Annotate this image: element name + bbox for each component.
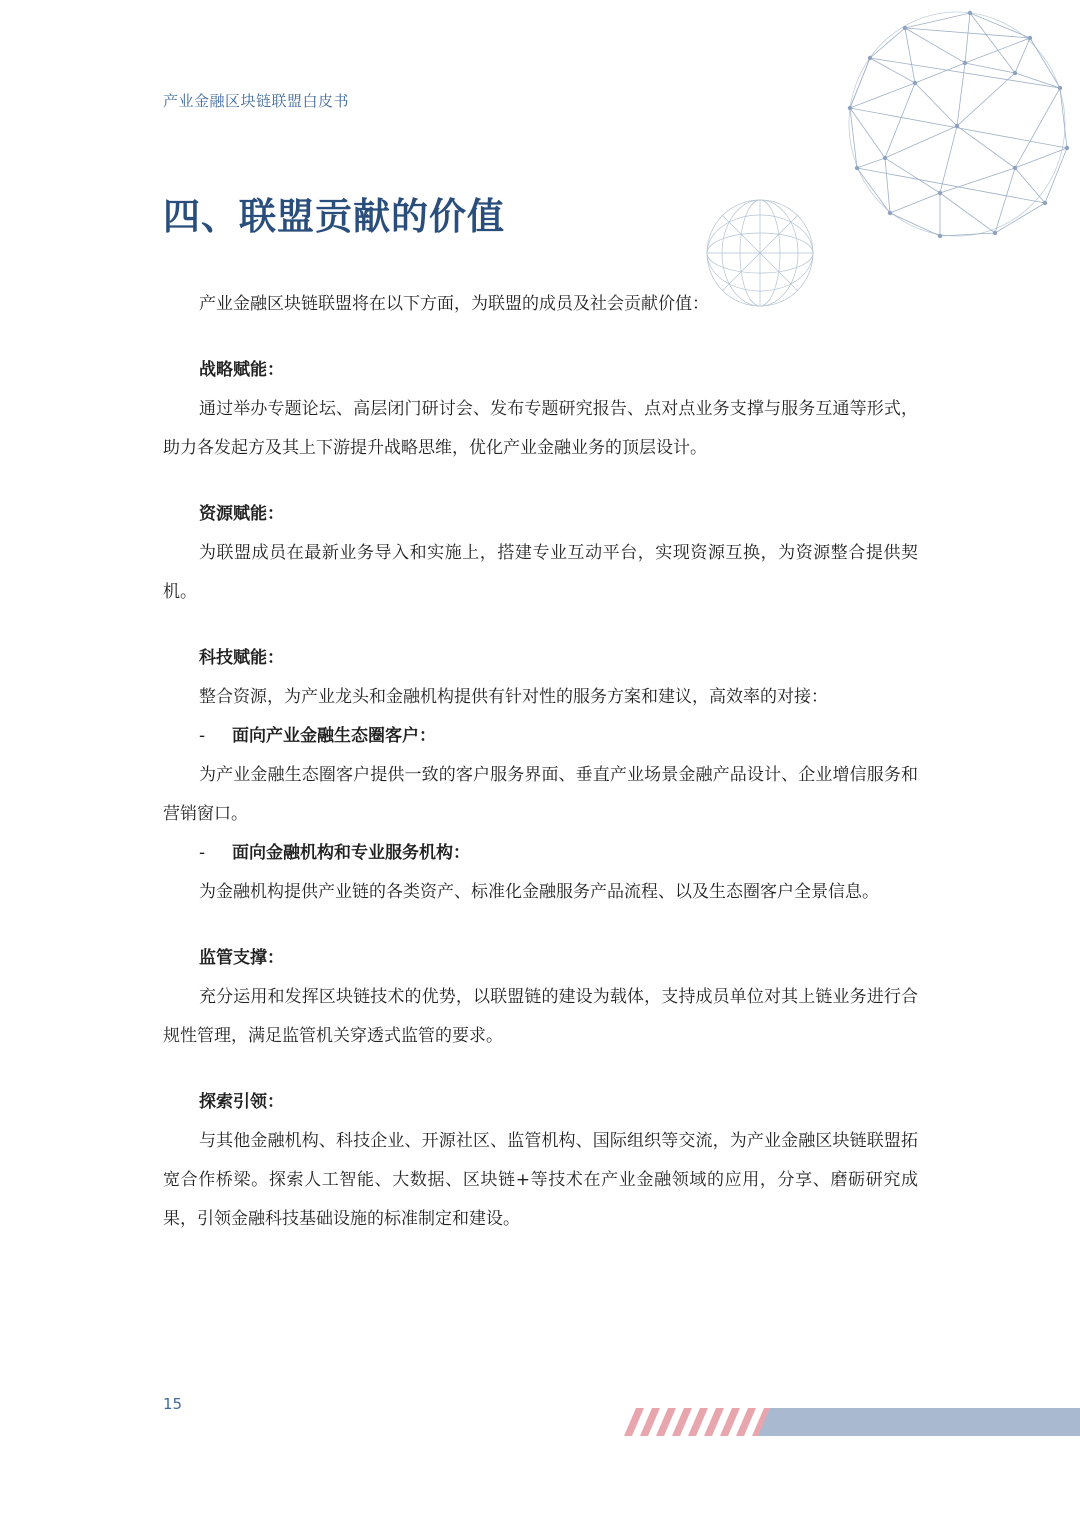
bullet-financial-institutions: [163, 834, 918, 873]
network-sphere-large-icon: [845, 8, 1070, 240]
tech-heading: 科技赋能：: [199, 648, 284, 668]
strategy-heading: 战略赋能：: [199, 360, 284, 380]
page-number: 15: [163, 1395, 183, 1413]
bullet-dash: -: [199, 726, 206, 746]
strategy-paragraph: 通过举办专题论坛、高层闭门研讨会、发布专题研究报告、点对点业务支撑与服务互通等形式，助力各发起方及其上下游提升战略思维，优化产业金融业务的顶层设计。: [163, 399, 918, 458]
bullet-title: 面向产业金融生态圈客户：: [232, 726, 436, 746]
regulation-heading: 监管支撑：: [199, 948, 284, 968]
bullet-financial-paragraph: 为金融机构提供产业链的各类资产、标准化金融服务产品流程、以及生态圈客户全景信息。: [199, 882, 879, 902]
regulation-paragraph: 充分运用和发挥区块链技术的优势，以联盟链的建设为载体，支持成员单位对其上链业务进行合规性管理，满足监管机关穿透式监管的要求。: [163, 987, 918, 1046]
resource-heading: 资源赋能：: [199, 504, 284, 524]
document-header-title: 产业金融区块链联盟白皮书: [163, 92, 350, 110]
body-content: [163, 285, 918, 1239]
bullet-ecosystem-paragraph: 为产业金融生态圈客户提供一致的客户服务界面、垂直产业场景金融产品设计、企业增信服务和营销窗口。: [163, 765, 918, 824]
exploration-paragraph: 与其他金融机构、科技企业、开源社区、监管机构、国际组织等交流，为产业金融区块链联盟拓宽合作桥梁。探索人工智能、大数据、区块链+等技术在产业金融领域的应用，分享、磨砺研究成果，引领金融科技基础设施的标准制定和建设。: [163, 1131, 918, 1229]
bullet-dash: -: [199, 843, 206, 863]
exploration-heading: 探索引领：: [199, 1092, 284, 1112]
footer-striped-band: [618, 1408, 1080, 1436]
bullet-ecosystem-clients: [163, 717, 918, 756]
bullet-title: 面向金融机构和专业服务机构：: [232, 843, 470, 863]
tech-paragraph: 整合资源，为产业龙头和金融机构提供有针对性的服务方案和建议，高效率的对接：: [199, 687, 828, 707]
section-title: 四、联盟贡献的价值: [163, 195, 505, 238]
resource-paragraph: 为联盟成员在最新业务导入和实施上，搭建专业互动平台，实现资源互换，为资源整合提供契机。: [163, 543, 918, 602]
intro-paragraph: 产业金融区块链联盟将在以下方面，为联盟的成员及社会贡献价值：: [199, 294, 709, 314]
